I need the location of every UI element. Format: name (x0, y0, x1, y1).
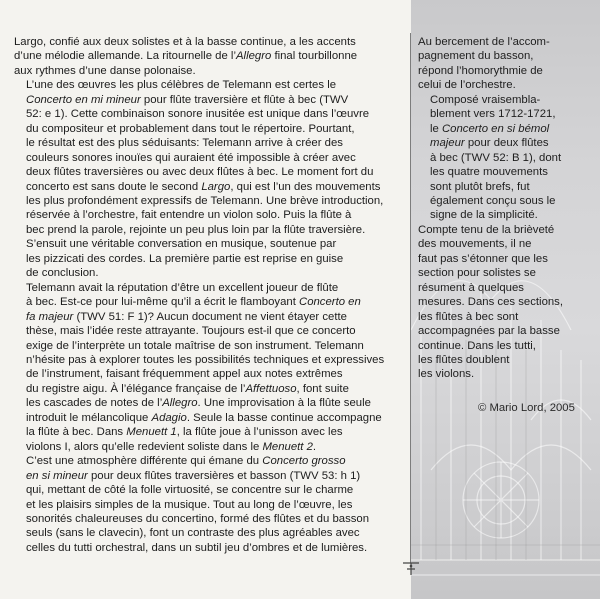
text: pour deux flûtes traversières et basson (TWV 53: h 1) (87, 469, 361, 482)
text-line (418, 78, 590, 92)
text-line (14, 469, 405, 483)
text: qui, mettant de côté la folle virtuosité, se concentre sur le charme (26, 484, 354, 497)
text: accompagnées par la basse (418, 325, 560, 338)
text: les quatre mouvements (430, 166, 548, 179)
text-line (418, 353, 590, 367)
text-line (14, 151, 405, 165)
text-line (14, 122, 405, 136)
text-line (14, 541, 405, 555)
text-line (418, 208, 590, 222)
text-line (14, 310, 405, 324)
text-line (418, 295, 590, 309)
text-line (418, 35, 590, 49)
text: des mouvements, il ne (418, 238, 532, 251)
text: résument à quelques (418, 281, 524, 294)
text: n’hésite pas à explorer toutes les possibilités techniques et expressives (26, 353, 385, 366)
italic-text: Allegro (162, 397, 198, 410)
text: du registre aigu. À l’élégance française de l’ (26, 382, 246, 395)
text-line (14, 180, 405, 194)
text-line (418, 64, 590, 78)
text: L’une des œuvres les plus célèbres de Telemann est certes le (26, 79, 337, 92)
text: celui de l’orchestre. (418, 79, 516, 92)
text: réservée à l’orchestre, fait entendre un violon solo. Puis la flûte à (26, 209, 352, 222)
text-line (14, 93, 405, 107)
text-line (14, 498, 405, 512)
paragraph (14, 281, 405, 454)
text-line (418, 165, 590, 179)
text: pour flûte traversière et flûte à bec (TWV (140, 93, 349, 106)
text: le résultat est des plus séduisants: Telemann arrive à créer des (26, 137, 343, 150)
italic-text: Menuett 2 (262, 440, 313, 453)
text: , qui est l’un des mouvements (230, 180, 381, 193)
text-line (14, 454, 405, 468)
text: Telemann avait la réputation d’être un excellent joueur de flûte (26, 281, 339, 294)
text: introduit le mélancolique (26, 411, 152, 424)
italic-text: Affettuoso (245, 382, 297, 395)
text-line (418, 324, 590, 338)
text: et les plaisirs simples de la musique. Tout au long de l’œuvre, les (26, 498, 353, 511)
text: répond l’homorythmie de (418, 64, 543, 77)
text-line (418, 266, 590, 280)
paragraph (418, 35, 590, 93)
text-line (418, 339, 590, 353)
text-line (14, 252, 405, 266)
ornament-icon (402, 560, 420, 576)
text-line (418, 367, 590, 381)
text-line (418, 136, 590, 150)
text: (TWV 51: F 1)? Aucun document ne vient étayer cette (73, 310, 347, 323)
text-line (418, 107, 590, 121)
copyright-signature: © Mario Lord, 2005 (478, 402, 575, 414)
text: les violons. (418, 368, 475, 381)
text: d’une mélodie allemande. La ritournelle de l’ (14, 50, 236, 63)
text: Composé vraisembla- (430, 93, 541, 106)
text: les flûtes doublent (418, 353, 510, 366)
text-line (14, 266, 405, 280)
text: , font suite (296, 382, 349, 395)
text: final tourbillonne (271, 50, 358, 63)
text: deux flûtes traversières ou avec deux flûtes à bec. Le moment fort du (26, 166, 374, 179)
left-text-column (14, 35, 405, 555)
text-line (14, 237, 405, 251)
paragraph (14, 454, 405, 555)
text: bec prend la parole, rejointe un peu plus loin par la flûte traversière. (26, 223, 366, 236)
text-line (14, 281, 405, 295)
text: . (312, 440, 317, 453)
text: pagnement du basson, (418, 50, 534, 63)
text: signe de la simplicité. (430, 209, 538, 222)
text: faut pas s’étonner que les (418, 252, 548, 265)
text-line (418, 122, 590, 136)
text: continue. Dans les tutti, (418, 339, 536, 352)
text: 52: e 1). Cette combinaison sonore inusitée est unique dans l’œuvre (26, 108, 370, 121)
text-line (14, 440, 405, 454)
text: exige de l’interprète un totale maîtrise de son instrument. Telemann (26, 339, 364, 352)
text-line (14, 107, 405, 121)
text: à bec. Est-ce pour lui-même qu’il a écrit le flamboyant (26, 296, 299, 309)
text-line (14, 295, 405, 309)
text-line (14, 208, 405, 222)
text: , la flûte joue à l’unisson avec les (176, 426, 343, 439)
text: blement vers 1712-1721, (430, 108, 556, 121)
text-line (14, 223, 405, 237)
text-line (14, 64, 405, 78)
column-divider (410, 33, 411, 563)
paragraph (418, 93, 590, 223)
text: sont plutôt brefs, fut (430, 180, 530, 193)
text: du compositeur et probablement dans tout le répertoire. Pourtant, (26, 122, 355, 135)
text: Largo, confié aux deux solistes et à la basse continue, a les accents (14, 36, 356, 48)
text: S’ensuit une véritable conversation en musique, soutenue par (26, 238, 337, 251)
paragraph (14, 35, 405, 78)
text-line (14, 425, 405, 439)
text-line (14, 194, 405, 208)
text: les cascades de notes de l’ (26, 397, 163, 410)
text: section pour solistes se (418, 267, 536, 280)
italic-text: Concerto en (299, 296, 361, 309)
paragraph (418, 223, 590, 382)
italic-text: Concerto en si bémol (441, 122, 550, 135)
text-line (14, 526, 405, 540)
text: . Une improvisation à la flûte seule (197, 397, 371, 410)
text-line (14, 411, 405, 425)
italic-text: Largo (201, 180, 231, 193)
text: pour deux flûtes (464, 137, 549, 150)
text: de conclusion. (26, 267, 99, 280)
text: à bec (TWV 52: B 1), dont (430, 151, 562, 164)
text-line (14, 512, 405, 526)
text: Au bercement de l’accom- (418, 36, 550, 48)
text: la flûte à bec. Dans (26, 426, 127, 439)
text: . Seule la basse continue accompagne (186, 411, 382, 424)
text-line (14, 367, 405, 381)
text: les pizzicati des cordes. La première partie est reprise en guise (26, 252, 344, 265)
italic-text: Allegro (235, 50, 272, 63)
italic-text: Adagio (151, 411, 187, 424)
text-line (14, 49, 405, 63)
text: les flûtes à bec sont (418, 310, 519, 323)
text: C’est une atmosphère différente qui émane du (26, 455, 263, 468)
text-line (418, 194, 590, 208)
text-line (14, 382, 405, 396)
text-line (418, 223, 590, 237)
text: violons I, alors qu’elle redevient soliste dans le (26, 440, 263, 453)
text-line (14, 396, 405, 410)
text-line (418, 180, 590, 194)
text-line (418, 237, 590, 251)
text: mesures. Dans ces sections, (418, 296, 564, 309)
text-line (418, 281, 590, 295)
paragraph (14, 78, 405, 280)
text: Compte tenu de la brièveté (418, 223, 555, 236)
text-line (418, 49, 590, 63)
text: sonorités chaleureuses du concertino, formé des flûtes et du basson (26, 512, 370, 525)
text-line (14, 136, 405, 150)
text-line (14, 324, 405, 338)
italic-text: Concerto grosso (262, 455, 346, 468)
text: également conçu sous le (430, 194, 556, 207)
text-line (418, 252, 590, 266)
text: les plus profondément expressifs de Telemann. Une brève introduction, (26, 194, 384, 207)
italic-text: majeur (430, 137, 465, 150)
right-text-column (418, 35, 590, 382)
text: de l’instrument, faisant fréquemment appel aux notes extrêmes (26, 368, 343, 381)
text-line (418, 310, 590, 324)
text: couleurs sonores inouïes qui auraient été impossible à créer avec (26, 151, 356, 164)
text-line (14, 78, 405, 92)
italic-text: fa majeur (26, 310, 74, 323)
italic-text: Concerto en mi mineur (26, 93, 141, 106)
text-line (14, 339, 405, 353)
text-line (14, 483, 405, 497)
text-line (14, 353, 405, 367)
text: aux rythmes d’une danse polonaise. (14, 64, 196, 77)
italic-text: en si mineur (26, 469, 88, 482)
text-line (418, 93, 590, 107)
italic-text: Menuett 1 (126, 426, 177, 439)
text: le (430, 122, 442, 135)
text: celles du tutti orchestral, dans un subtil jeu d’ombres et de lumières. (26, 541, 368, 554)
text: concerto est sans doute le second (26, 180, 202, 193)
text-line (14, 165, 405, 179)
text-line (14, 35, 405, 49)
text: thèse, mais l’idée reste attrayante. Toujours est-il que ce concerto (26, 325, 356, 338)
text: seuls (sans le clavecin), font un contraste des plus agréables avec (26, 527, 360, 540)
text-line (418, 151, 590, 165)
